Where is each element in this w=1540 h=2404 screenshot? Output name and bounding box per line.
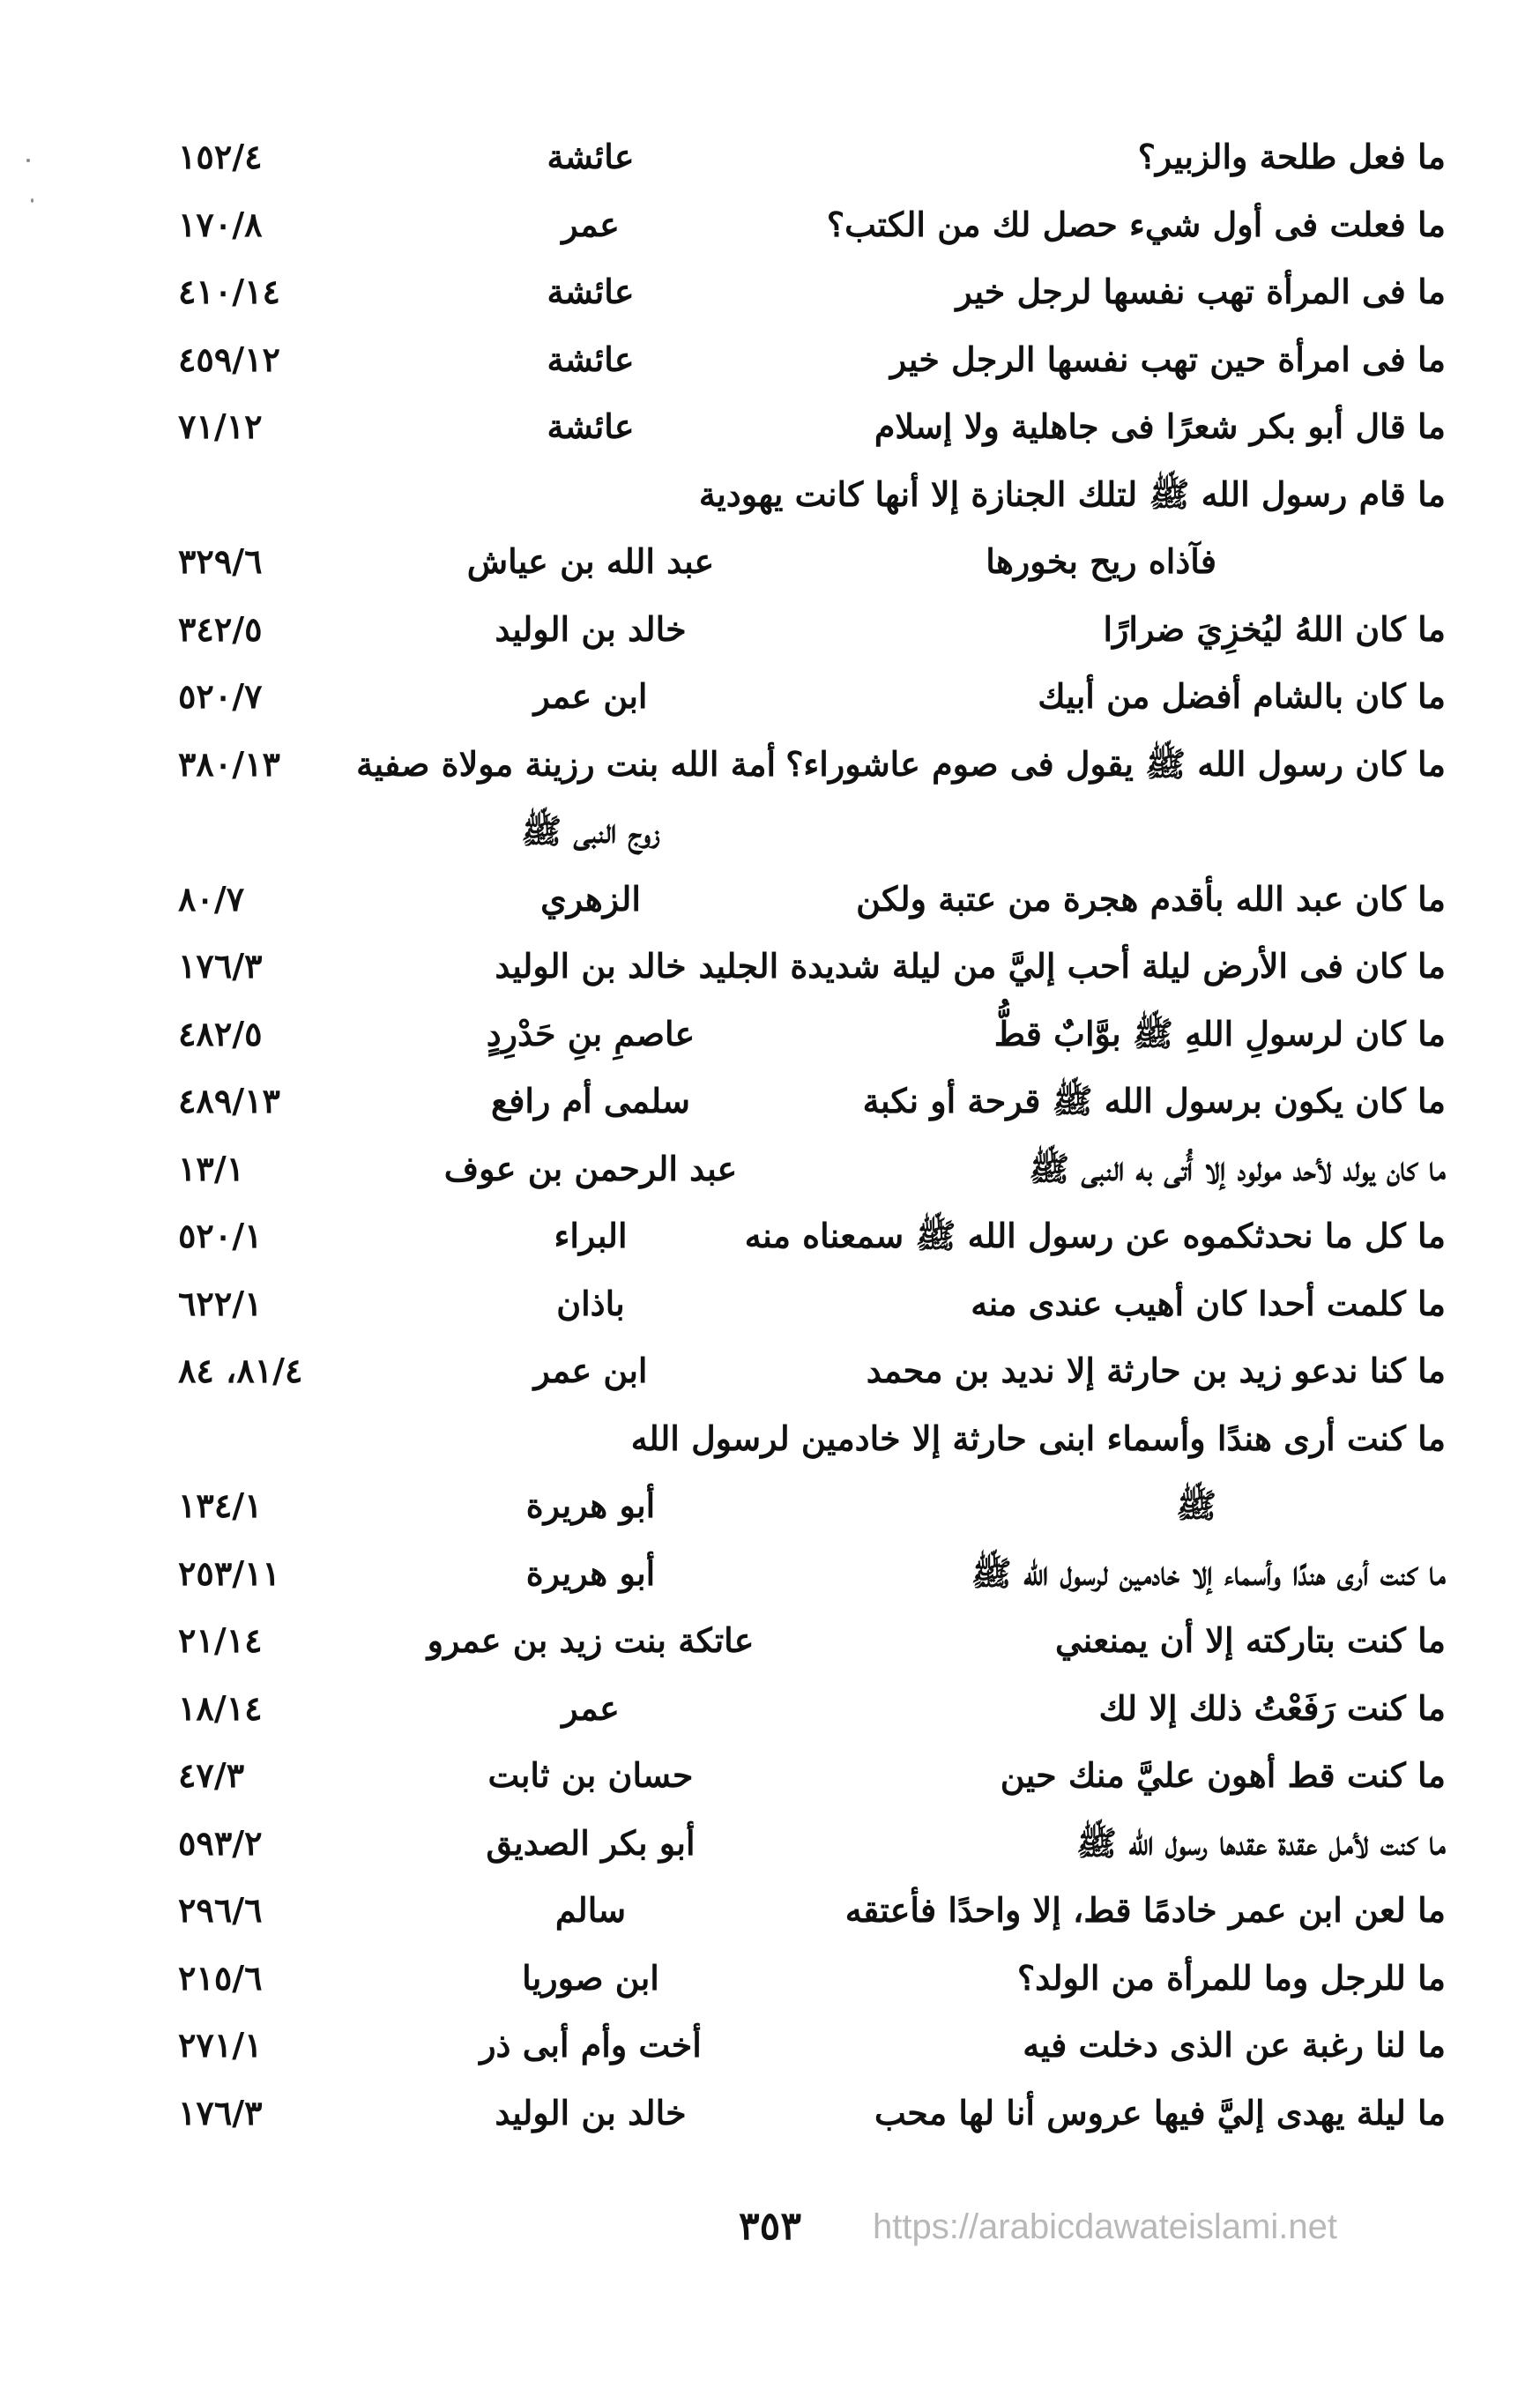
narrator-name: ابن صوريا (522, 1957, 659, 1998)
hadith-text: ما كنت بتاركته إلا أن يمنعني (1054, 1620, 1446, 1660)
index-row (167, 123, 1446, 191)
volume-page-reference: ٨١/٤، ٨٤ (178, 1351, 303, 1390)
volume-page-reference: ١٣٤/١ (178, 1485, 263, 1525)
index-row (167, 1945, 1446, 2013)
hadith-index-table (167, 123, 1446, 2147)
index-row (167, 1810, 1446, 1878)
narrator-name (405, 1405, 776, 1473)
hadith-text: ما كل ما نحدثكموه عن رسول الله ﷺ سمعناه منه (744, 1216, 1446, 1255)
narrator-name: سالم (554, 1890, 627, 1930)
volume-page-reference: ٤٨٩/١٣ (178, 1081, 280, 1120)
volume-page-reference: ٤٥٩/١٢ (178, 339, 280, 379)
volume-page-reference: ٥٩٣/٢ (178, 1822, 263, 1863)
hadith-text: ما قال أبو بكر شعرًا فى جاهلية ولا إسلام (874, 406, 1446, 446)
narrator-name: باذان (556, 1283, 625, 1323)
watermark-url: https://arabicdawateislami.net (873, 2207, 1337, 2246)
hadith-text: ما للرجل وما للمرأة من الولد؟ (1016, 1957, 1446, 1998)
narrator-name: خالد بن الوليد (495, 2092, 687, 2132)
hadith-text: ما كان يولد لأحد مولود إلا أُتى به النبى ﷺ (1029, 1148, 1446, 1188)
volume-page-reference: ٤٧/٣ (178, 1755, 245, 1795)
hadith-text: ما كنت أرى هندًا وأسماء إلا خادمين لرسول الله ﷺ (971, 1552, 1446, 1593)
narrator-name: أمة الله بنت رزينة مولاة صفية (356, 743, 776, 784)
index-row (167, 461, 1446, 529)
hadith-text: ما كنت أرى هندًا وأسماء ابنى حارثة إلا خادمين لرسول الله (630, 1418, 1446, 1458)
volume-page-reference: ١٥٢/٤ (178, 137, 263, 176)
hadith-text: ما فى المرأة تهب نفسها لرجل خير (956, 272, 1446, 311)
narrator-name: عمر (562, 1687, 620, 1728)
narrator-name: خالد بن الوليد (495, 946, 687, 986)
index-row (167, 191, 1446, 259)
narrator-name: خالد بن الوليد (495, 608, 687, 649)
volume-page-reference: ٣٢٩/٦ (178, 541, 263, 581)
narrator-name: أبو بكر الصديق (486, 1822, 696, 1863)
index-row (167, 258, 1446, 326)
hadith-text: ما قام رسول الله ﷺ لتلك الجنازة إلا أنها كانت يهودية (698, 473, 1446, 514)
hadith-text: فآذاه ريح بخورها (986, 541, 1216, 581)
volume-page-reference: ٢١/١٤ (178, 1620, 263, 1660)
volume-page-reference: ٢٩٦/٦ (178, 1890, 263, 1930)
index-row (167, 1270, 1446, 1338)
hadith-text: ما كان لرسولِ اللهِ ﷺ بوَّابٌ قطُّ (993, 1013, 1446, 1053)
volume-page-reference: ١٧٠/٨ (178, 204, 263, 244)
narrator-name: عائشة (547, 406, 635, 446)
narrator-name: عائشة (547, 339, 635, 379)
narrator-name: سلمى أم رافع (491, 1081, 690, 1120)
index-row (167, 1607, 1446, 1675)
volume-page-reference (167, 461, 390, 529)
hadith-text: ما لنا رغبة عن الذى دخلت فيه (1023, 2025, 1446, 2065)
index-row (167, 866, 1446, 934)
volume-page-reference: ١٧٦/٣ (178, 946, 263, 986)
volume-page-reference: ٢٥٣/١١ (178, 1552, 280, 1593)
narrator-name: الزهري (540, 878, 641, 919)
index-row (167, 798, 1446, 866)
volume-page-reference (167, 1405, 390, 1473)
hadith-text: ما كان عبد الله بأقدم هجرة من عتبة ولكن (856, 878, 1446, 919)
volume-page-reference: ١٣/١ (178, 1148, 245, 1188)
volume-page-reference: ٣٤٢/٥ (178, 608, 263, 649)
hadith-text: ما كلمت أحدا كان أهيب عندى منه (971, 1283, 1446, 1323)
narrator-name: عبد الرحمن بن عوف (443, 1148, 738, 1188)
narrator-name: حسان بن ثابت (487, 1755, 694, 1795)
volume-page-reference (167, 798, 390, 866)
hadith-text: ما كان اللهُ ليُخزِيَ ضرارًا (1103, 608, 1446, 649)
index-row (167, 326, 1446, 394)
volume-page-reference: ٣٨٠/١٣ (178, 743, 280, 784)
index-row (167, 528, 1446, 596)
volume-page-reference: ٨٠/٧ (178, 878, 245, 919)
narrator-name: عائشة (547, 137, 635, 176)
index-row (167, 1742, 1446, 1810)
hadith-text: ما كنت رَفَعْتُ ذلك إلا لك (1098, 1687, 1446, 1728)
narrator-name: أخت وأم أبى ذر (480, 2025, 702, 2065)
hadith-text: ما كنا ندعو زيد بن حارثة إلا نديد بن محمد (866, 1351, 1446, 1390)
index-row (167, 933, 1446, 1001)
index-row (167, 1202, 1446, 1270)
volume-page-reference: ٦٢٢/١ (178, 1283, 263, 1323)
narrator-name (405, 461, 776, 529)
index-row (167, 1001, 1446, 1068)
narrator-name: زوج النبى ﷺ (521, 811, 660, 851)
narrator-name: البراء (554, 1216, 628, 1255)
hadith-text: ما فى امرأة حين تهب نفسها الرجل خير (889, 339, 1446, 379)
scan-speck (26, 159, 30, 162)
hadith-text: ما كان رسول الله ﷺ يقول فى صوم عاشوراء؟ (785, 743, 1446, 784)
volume-page-reference: ١٧٦/٣ (178, 2092, 263, 2132)
narrator-name: ابن عمر (533, 676, 648, 716)
hadith-text: ما كان بالشام أفضل من أبيك (1038, 676, 1446, 716)
index-row (167, 731, 1446, 799)
index-row (167, 393, 1446, 461)
hadith-text: ما كنت قط أهون عليَّ منك حين (1000, 1755, 1446, 1795)
index-row (167, 1472, 1446, 1540)
volume-page-reference: ١٨/١٤ (178, 1687, 263, 1728)
hadith-text: ما فعلت فى أول شيء حصل لك من الكتب؟ (826, 204, 1446, 244)
volume-page-reference: ٢٧١/١ (178, 2025, 263, 2065)
index-row (167, 2080, 1446, 2147)
volume-page-reference: ٤٨٢/٥ (178, 1013, 263, 1053)
index-row (167, 1540, 1446, 1608)
hadith-text: ﷺ (1176, 1485, 1216, 1525)
narrator-name: عبد الله بن عياش (466, 541, 715, 581)
index-row (167, 1675, 1446, 1743)
hadith-text: ما لعن ابن عمر خادمًا قط، إلا واحدًا فأعتقه (844, 1890, 1446, 1930)
hadith-text: ما فعل طلحة والزبير؟ (1137, 137, 1446, 176)
volume-page-reference: ٢١٥/٦ (178, 1957, 263, 1998)
index-row (167, 663, 1446, 731)
page-number: ٣٥٣ (739, 2204, 801, 2249)
hadith-text: ما ليلة يهدى إليَّ فيها عروس أنا لها محب (874, 2092, 1446, 2132)
volume-page-reference: ٤١٠/١٤ (178, 272, 280, 311)
narrator-name: عاصمِ بنِ حَدْرِدٍ (486, 1013, 696, 1053)
volume-page-reference: ٧١/١٢ (178, 406, 263, 446)
narrator-name: أبو هريرة (525, 1485, 656, 1525)
narrator-name: عائشة (547, 272, 635, 311)
volume-page-reference: ٥٢٠/٧ (178, 676, 263, 716)
narrator-name: أبو هريرة (525, 1552, 656, 1593)
narrator-name: عاتكة بنت زيد بن عمرو (427, 1620, 755, 1660)
volume-page-reference: ٥٢٠/١ (178, 1216, 263, 1255)
hadith-text: ما كنت لأمل عقدة عقدها رسول الله ﷺ (1076, 1822, 1446, 1863)
narrator-name: عمر (562, 204, 620, 244)
hadith-text: ما كان فى الأرض ليلة أحب إليَّ من ليلة شديدة الجليد (698, 946, 1446, 986)
index-row (167, 2012, 1446, 2080)
scan-speck (31, 198, 33, 203)
hadith-text: ما كان يكون برسول الله ﷺ قرحة أو نكبة (862, 1081, 1446, 1120)
index-row (167, 596, 1446, 664)
index-row (167, 1405, 1446, 1473)
index-row (167, 1337, 1446, 1405)
index-row (167, 1068, 1446, 1135)
index-row (167, 1135, 1446, 1203)
index-row (167, 1877, 1446, 1945)
narrator-name: ابن عمر (533, 1351, 648, 1390)
